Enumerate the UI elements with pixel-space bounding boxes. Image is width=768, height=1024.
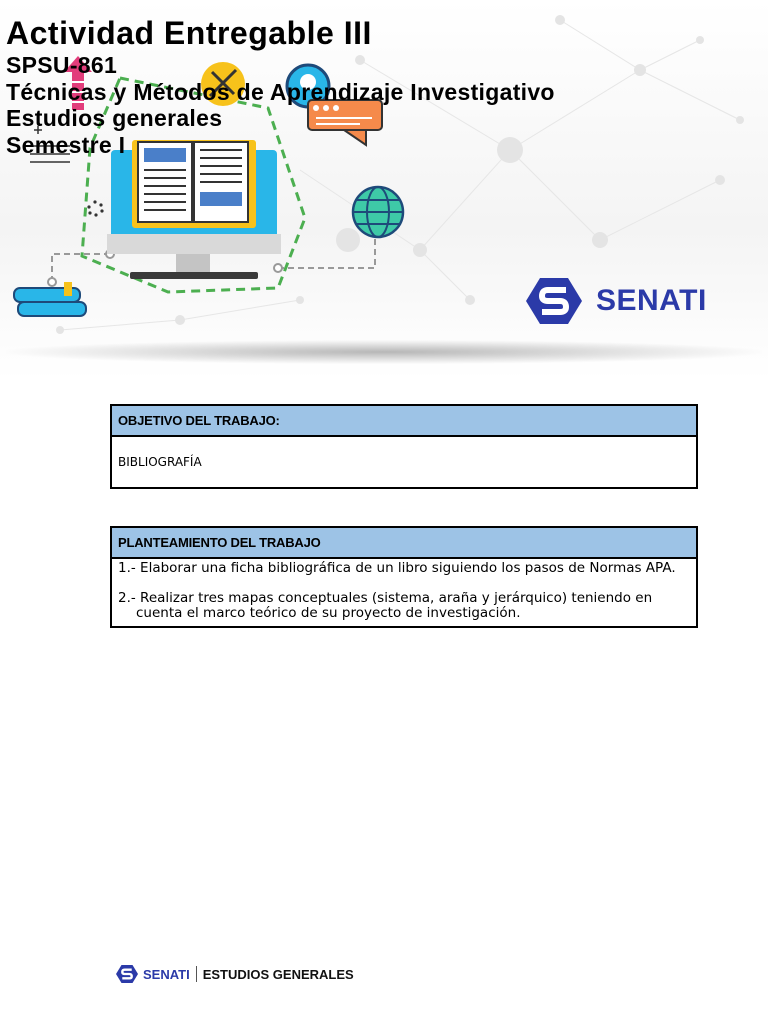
objective-box xyxy=(110,404,698,489)
semester-label: Semestre I xyxy=(6,131,126,158)
document-titles xyxy=(6,14,555,158)
document-title: Actividad Entregable III xyxy=(6,15,372,51)
loading-spinner-icon xyxy=(87,200,103,216)
senati-wordmark: SENATI xyxy=(596,284,707,317)
footer xyxy=(116,964,354,984)
statement-item-text: 1.- Elaborar una ficha bibliográfica de un libro siguiendo los pasos de Normas APA. xyxy=(118,560,676,576)
area-name: Estudios generales xyxy=(6,105,223,131)
statement-box xyxy=(110,526,698,628)
footer-wordmark: SENATI xyxy=(143,966,190,982)
statement-heading: PLANTEAMIENTO DEL TRABAJO xyxy=(112,528,696,559)
objective-content: BIBLIOGRAFÍA xyxy=(118,455,202,469)
statement-item-continuation: cuenta el marco teórico de su proyecto de investigación. xyxy=(136,605,521,621)
statement-item xyxy=(118,591,688,622)
statement-item xyxy=(118,561,688,577)
monitor-icon xyxy=(107,140,281,279)
footer-senati-emblem-icon xyxy=(116,964,138,984)
objective-heading: OBJETIVO DEL TRABAJO: xyxy=(112,406,696,437)
statement-body xyxy=(112,559,696,626)
footer-label: ESTUDIOS GENERALES xyxy=(202,966,354,982)
globe-icon xyxy=(353,187,403,237)
senati-logo xyxy=(526,276,707,326)
statement-item-text: 2.- Realizar tres mapas conceptuales (sistema, araña y jerárquico) teniendo en xyxy=(118,589,653,606)
header-banner xyxy=(0,0,768,380)
course-code: SPSU-861 xyxy=(6,52,118,78)
footer-separator xyxy=(196,966,197,982)
course-name: Técnicas y Métodos de Aprendizaje Investigativo xyxy=(6,78,555,105)
book-stack-icon xyxy=(14,282,86,316)
senati-emblem-icon xyxy=(526,276,582,326)
